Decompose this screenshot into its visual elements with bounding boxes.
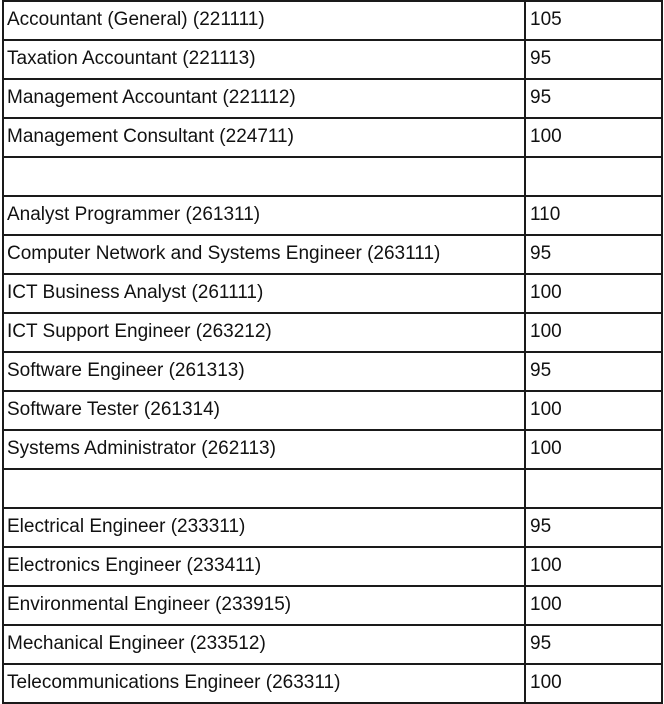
table-body [3, 1, 662, 703]
occupation-cell[interactable]: ICT Business Analyst (261111) [3, 274, 525, 313]
points-cell[interactable]: 95 [525, 79, 662, 118]
occupation-cell[interactable] [3, 157, 525, 196]
points-cell[interactable]: 100 [525, 547, 662, 586]
table-row [3, 508, 662, 547]
occupation-cell[interactable]: Software Tester (261314) [3, 391, 525, 430]
occupation-cell[interactable]: Mechanical Engineer (233512) [3, 625, 525, 664]
occupation-cell[interactable]: Electrical Engineer (233311) [3, 508, 525, 547]
occupation-cell[interactable]: Taxation Accountant (221113) [3, 40, 525, 79]
table-row [3, 79, 662, 118]
points-cell[interactable]: 95 [525, 508, 662, 547]
occupation-cell[interactable]: ICT Support Engineer (263212) [3, 313, 525, 352]
table-row [3, 235, 662, 274]
points-cell[interactable]: 100 [525, 430, 662, 469]
table-row [3, 40, 662, 79]
occupation-cell[interactable]: Management Accountant (221112) [3, 79, 525, 118]
occupation-cell[interactable]: Electronics Engineer (233411) [3, 547, 525, 586]
occupation-cell[interactable]: Management Consultant (224711) [3, 118, 525, 157]
table-row [3, 586, 662, 625]
points-cell[interactable]: 110 [525, 196, 662, 235]
points-cell[interactable]: 105 [525, 1, 662, 40]
points-cell[interactable]: 100 [525, 586, 662, 625]
occupation-cell[interactable] [3, 469, 525, 508]
points-cell[interactable]: 95 [525, 352, 662, 391]
points-cell[interactable]: 95 [525, 235, 662, 274]
table-row [3, 196, 662, 235]
occupation-cell[interactable]: Telecommunications Engineer (263311) [3, 664, 525, 703]
table-row [3, 1, 662, 40]
table-row [3, 625, 662, 664]
table-row-spacer [3, 157, 662, 196]
points-cell[interactable]: 100 [525, 274, 662, 313]
table-row [3, 274, 662, 313]
points-cell[interactable]: 100 [525, 118, 662, 157]
table-row [3, 118, 662, 157]
points-cell[interactable]: 100 [525, 313, 662, 352]
table-row [3, 313, 662, 352]
occupation-cell[interactable]: Software Engineer (261313) [3, 352, 525, 391]
table-row [3, 391, 662, 430]
table-row-spacer [3, 469, 662, 508]
occupation-cell[interactable]: Environmental Engineer (233915) [3, 586, 525, 625]
points-cell[interactable]: 95 [525, 625, 662, 664]
table-row [3, 430, 662, 469]
points-cell[interactable]: 100 [525, 664, 662, 703]
table-row [3, 547, 662, 586]
points-cell[interactable]: 100 [525, 391, 662, 430]
occupation-cell[interactable]: Analyst Programmer (261311) [3, 196, 525, 235]
points-cell[interactable]: 95 [525, 40, 662, 79]
occupation-cell[interactable]: Accountant (General) (221111) [3, 1, 525, 40]
table-row [3, 664, 662, 703]
points-cell[interactable] [525, 157, 662, 196]
occupation-points-table [2, 0, 663, 704]
table-row [3, 352, 662, 391]
occupation-cell[interactable]: Computer Network and Systems Engineer (263111) [3, 235, 525, 274]
points-cell[interactable] [525, 469, 662, 508]
occupation-cell[interactable]: Systems Administrator (262113) [3, 430, 525, 469]
